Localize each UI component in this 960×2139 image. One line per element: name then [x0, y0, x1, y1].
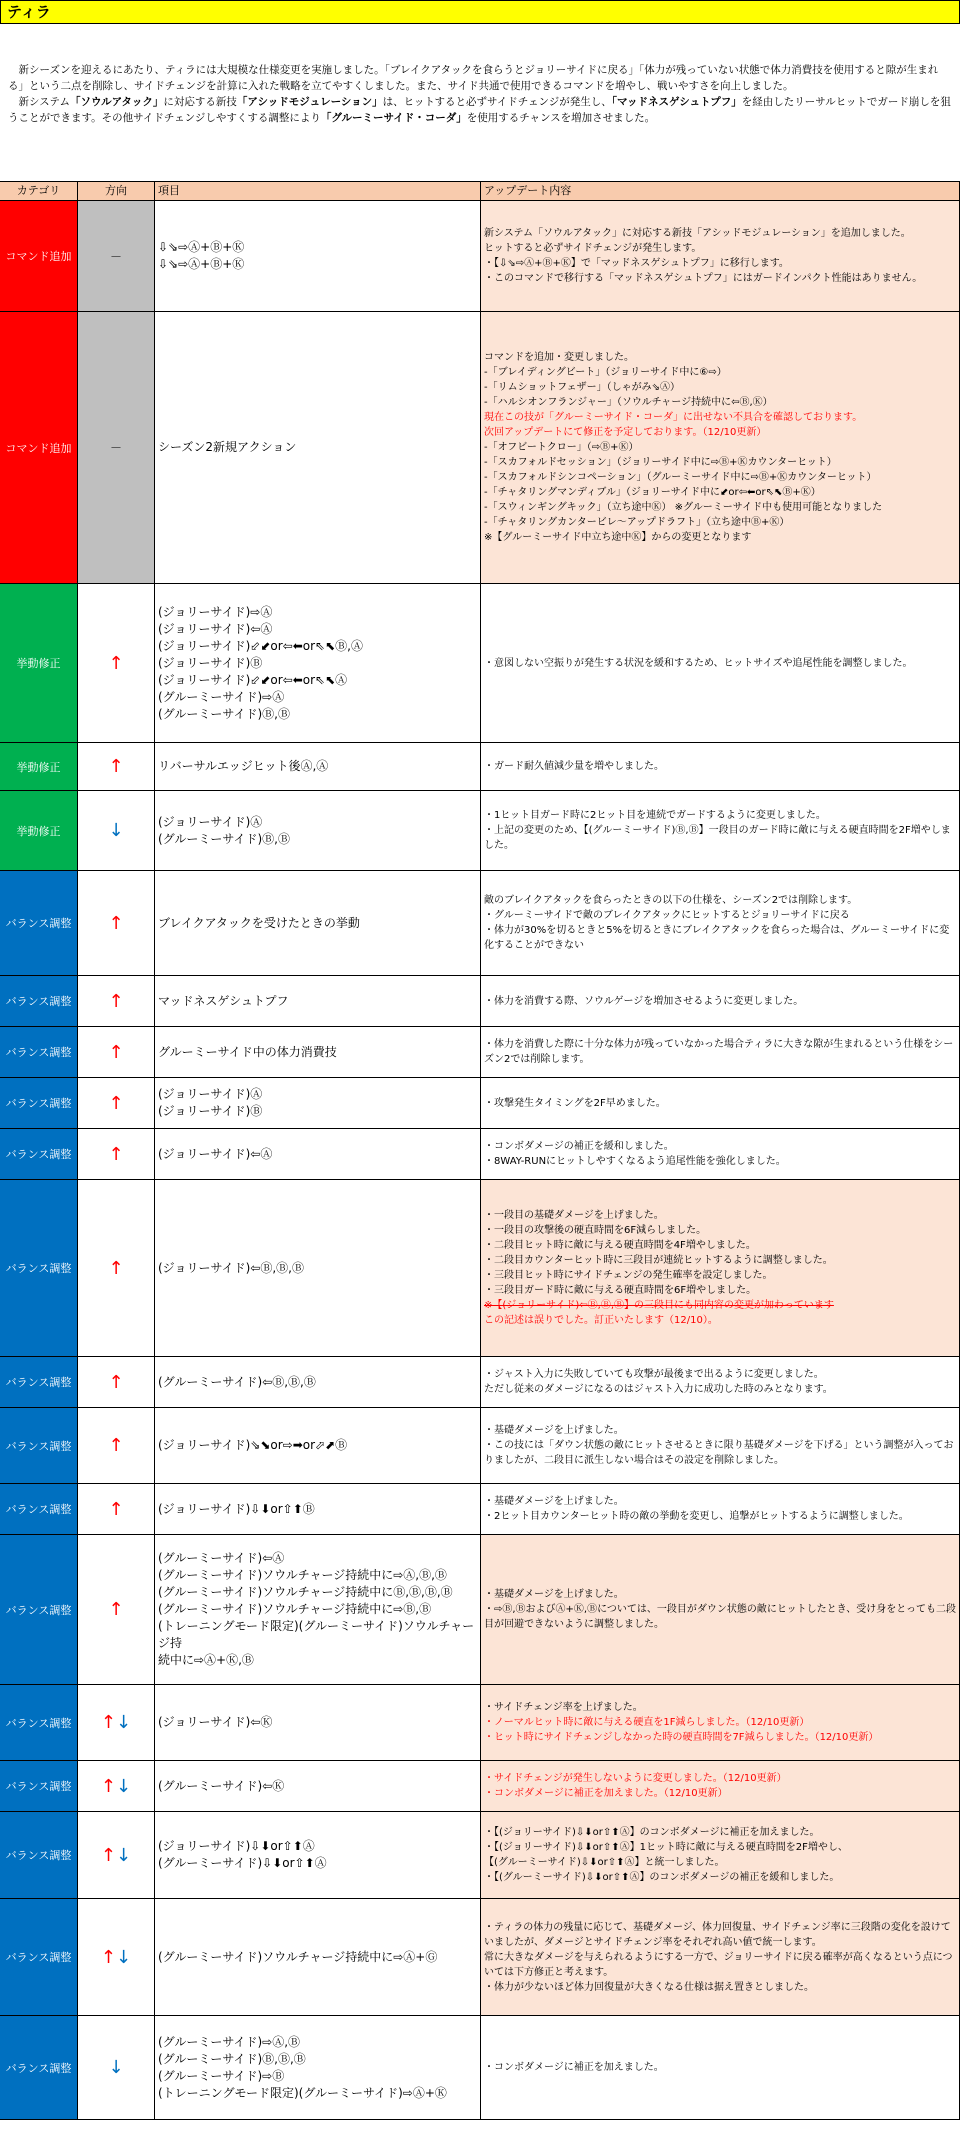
content-cell: [481, 743, 960, 790]
item-cell: [155, 201, 481, 311]
category-cell: バランス調整: [0, 2016, 78, 2119]
content-line: ・【⇩⇘⇨Ⓐ+Ⓑ+Ⓚ】で「マッドネスゲシュトプフ」に移行します。: [484, 258, 789, 269]
item-line: (グルーミーサイド)⇦Ⓐ: [158, 1551, 285, 1565]
item-line: (ジョリーサイド)⇩⬇or⇧⬆Ⓐ: [158, 1839, 315, 1853]
table-row: [0, 1180, 960, 1357]
content-line: ・ティラの体力の残量に応じて、基礎ダメージ、体力回復量、サイドチェンジ率に三段階の変化を設けていましたが、ダメージとサイドチェンジ率をそれぞれ高い値で統一します。: [484, 1921, 951, 1948]
item-line: (グルーミーサイド)Ⓑ,Ⓑ,Ⓑ: [158, 2051, 306, 2066]
direction-cell: ↑: [78, 1408, 155, 1483]
content-cell: [481, 1899, 960, 2015]
category-cell: バランス調整: [0, 871, 78, 975]
content-cell: [481, 1484, 960, 1534]
category-cell: バランス調整: [0, 1408, 78, 1483]
direction-cell: ↑: [78, 1484, 155, 1534]
item-line: ブレイクアタックを受けたときの挙動: [158, 915, 360, 930]
content-cell: [481, 584, 960, 742]
content-line: ・【(グルーミーサイド)⇩⬇or⇧⬆Ⓐ】のコンボダメージの補正を緩和しました。: [484, 1872, 840, 1883]
content-line: ・8WAY-RUNにヒットしやすくなるよう追尾性能を強化しました。: [484, 1156, 786, 1167]
item-line: (グルーミーサイド)⇦Ⓑ,Ⓑ,Ⓑ: [158, 1374, 316, 1389]
item-cell: [155, 584, 481, 742]
item-line: 続中に⇨Ⓐ+Ⓚ,Ⓑ: [158, 1653, 254, 1667]
item-line: (ジョリーサイド)⇦Ⓐ: [158, 621, 273, 636]
category-cell: コマンド追加: [0, 201, 78, 311]
category-cell: バランス調整: [0, 976, 78, 1026]
item-line: (ジョリーサイド)⇩⬇or⇧⬆Ⓑ: [158, 1501, 315, 1516]
content-line: ・意図しない空振りが発生する状況を緩和するため、ヒットサイズや追尾性能を調整しました。: [484, 657, 913, 669]
item-line: (ジョリーサイド)Ⓐ: [158, 1087, 263, 1101]
category-cell: バランス調整: [0, 1357, 78, 1407]
content-cell: [481, 1535, 960, 1684]
item-line: (グルーミーサイド)⇨Ⓐ,Ⓑ: [158, 2034, 301, 2049]
item-line: (グルーミーサイド)ソウルチャージ持続中に⇨Ⓐ,Ⓑ,Ⓑ: [158, 1568, 447, 1582]
header-item: 項目: [155, 182, 481, 200]
item-line: (グルーミーサイド)Ⓑ,Ⓑ: [158, 831, 290, 846]
item-line: (ジョリーサイド)⬃⬋or⇦⬅or⇖⬉Ⓐ: [158, 672, 348, 687]
intro-text: [0, 24, 960, 181]
page-title: ティラ: [0, 0, 960, 24]
category-cell: バランス調整: [0, 1484, 78, 1534]
content-cell: [481, 201, 960, 311]
table-row: [0, 743, 960, 791]
content-line: 常に大きなダメージを与えられるようにする一方で、ジョリーサイドに戻る確率が高くなるという点については下方修正と考えます。: [484, 1951, 953, 1978]
content-line: ・このコマンドで移行する「マッドネスゲシュトプフ」にはガードインパクト性能はありません。: [484, 273, 923, 284]
content-line: ・コンボダメージに補正を加えました。: [484, 2062, 664, 2073]
content-line: ・【(ジョリーサイド)⇩⬇or⇧⬆Ⓐ】1ヒット時に敵に与える硬直時間を2F増やし、: [484, 1842, 848, 1853]
content-line: ・ガード耐久値減少量を増やしました。: [484, 761, 664, 772]
intro-paragraph-1: 新シーズンを迎えるにあたり、ティラには大規模な仕様変更を実施しました。「ブレイクアタックを食らうとジョリーサイドに戻る」「体力が残っていない状態で体力消費技を使用すると隙が生まれる」という二点を削除し、サイドチェンジを計算に入れた戦略を立てやすくしました。また、サイド共通で使用できるコマンドを増やし、戦いやすさを向上しました。: [8, 64, 939, 92]
direction-cell: ↓: [78, 2016, 155, 2119]
item-line: (グルーミーサイド)ソウルチャージ持続中に⇨Ⓑ,Ⓑ: [158, 1602, 432, 1616]
item-cell: [155, 976, 481, 1026]
content-cell: [481, 1685, 960, 1760]
item-line: (グルーミーサイド)ソウルチャージ持続中に⇨Ⓐ+Ⓖ: [158, 1949, 438, 1964]
item-cell: [155, 1357, 481, 1407]
content-line: ・サイドチェンジ率を上げました。: [484, 1702, 643, 1713]
category-cell: コマンド追加: [0, 312, 78, 583]
table-row: [0, 1408, 960, 1484]
direction-cell: ↑: [78, 1129, 155, 1179]
content-line: -「スカフォルドセッション」（ジョリーサイド中に⇨Ⓑ+Ⓚカウンターヒット）: [484, 457, 837, 468]
content-line: 【(グルーミーサイド)⇩⬇or⇧⬆Ⓐ】と統一しました。: [484, 1857, 725, 1868]
content-line: ・グルーミーサイドで敵のブレイクアタックにヒットするとジョリーサイドに戻る: [484, 910, 850, 921]
content-cell: [481, 1078, 960, 1128]
table-row: [0, 1899, 960, 2016]
table-row: [0, 1129, 960, 1180]
content-line: 敵のブレイクアタックを食らったときの以下の仕様を、シーズン2では削除します。: [484, 895, 858, 906]
category-cell: バランス調整: [0, 1685, 78, 1760]
item-line: ⇩⇘⇨Ⓐ+Ⓑ+Ⓚ: [158, 240, 245, 254]
content-line: 新システム「ソウルアタック」に対応する新技「アシッドモジュレーション」を追加しました。: [484, 228, 911, 239]
item-line: (ジョリーサイド)⇦Ⓑ,Ⓑ,Ⓑ: [158, 1260, 304, 1275]
item-line: (グルーミーサイド)Ⓑ,Ⓑ: [158, 706, 290, 721]
item-line: (ジョリーサイド)⇦Ⓚ: [158, 1715, 273, 1729]
item-line: (ジョリーサイド)⬃⬋or⇦⬅or⇖⬉Ⓑ,Ⓐ: [158, 638, 363, 653]
category-cell: バランス調整: [0, 1899, 78, 2015]
table-row: [0, 1027, 960, 1078]
item-cell: [155, 1899, 481, 2015]
content-cell: [481, 1129, 960, 1179]
content-cell: [481, 976, 960, 1026]
content-line: ・攻撃発生タイミングを2F早めました。: [484, 1097, 666, 1109]
table-row: [0, 1812, 960, 1899]
content-line: ・コンボダメージに補正を加えました。（12/10更新）: [484, 1788, 728, 1799]
item-cell: [155, 1078, 481, 1128]
header-content: アップデート内容: [481, 182, 960, 200]
content-line: ・⇨Ⓑ,ⒷおよびⒶ+Ⓚ,Ⓑについては、一段目がダウン状態の敵にヒットしたとき、受け身をとっても二段目が回避できないように調整しました。: [484, 1604, 957, 1630]
item-line: (ジョリーサイド)Ⓐ: [158, 814, 263, 829]
category-cell: 挙動修正: [0, 791, 78, 870]
direction-cell: ↑: [78, 584, 155, 742]
item-cell: [155, 1180, 481, 1356]
content-line: ・コンボダメージの補正を緩和しました。: [484, 1141, 674, 1152]
item-cell: [155, 1129, 481, 1179]
category-cell: 挙動修正: [0, 743, 78, 790]
table-row: [0, 1078, 960, 1129]
item-line: (トレーニングモード限定)(グルーミーサイド)ソウルチャージ持: [158, 1619, 475, 1650]
content-line: ただし従来のダメージになるのはジャスト入力に成功した時のみとなります。: [484, 1384, 833, 1395]
item-line: リバーサルエッジヒット後Ⓐ,Ⓐ: [158, 759, 329, 773]
item-cell: [155, 1027, 481, 1077]
content-cell: [481, 2016, 960, 2119]
direction-cell: ↑: [78, 743, 155, 790]
content-line: ・上記の変更のため、【(グルーミーサイド)Ⓑ,Ⓑ】一段目のガード時に敵に与える硬直時間を2F増やしました。: [484, 825, 951, 851]
content-line: ・二段目カウンターヒット時に三段目が連続ヒットするように調整しました。: [484, 1255, 833, 1266]
item-line: グルーミーサイド中の体力消費技: [158, 1044, 337, 1059]
item-cell: [155, 1408, 481, 1483]
item-line: (トレーニングモード限定)(グルーミーサイド)⇨Ⓐ+Ⓚ: [158, 2085, 447, 2100]
item-cell: [155, 1812, 481, 1898]
content-cell: [481, 312, 960, 583]
content-line: ・一段目の基礎ダメージを上げました。: [484, 1210, 664, 1221]
content-line: -「ハルシオンフランジャー」（ソウルチャージ持続中に⇦Ⓑ,Ⓚ）: [484, 397, 773, 408]
header-category: カテゴリ: [0, 182, 78, 200]
item-cell: [155, 1761, 481, 1811]
item-line: (ジョリーサイド)⇘⬊or⇨➡or⬀⬈Ⓑ: [158, 1438, 348, 1452]
category-cell: バランス調整: [0, 1027, 78, 1077]
item-line: (グルーミーサイド)ソウルチャージ持続中にⒷ,Ⓑ,Ⓑ,Ⓑ: [158, 1585, 453, 1599]
item-cell: [155, 791, 481, 870]
content-cell: [481, 1812, 960, 1898]
content-line: ・体力が30%を切るときと5%を切るときにブレイクアタックを食らった場合は、グルーミーサイドに変化することができない: [484, 925, 950, 951]
direction-cell: ↑ ↓: [78, 1685, 155, 1760]
table-row: [0, 312, 960, 584]
content-line: ・サイドチェンジが発生しないように変更しました。（12/10更新）: [484, 1773, 787, 1784]
content-line: ・基礎ダメージを上げました。: [484, 1589, 624, 1600]
category-cell: バランス調整: [0, 1812, 78, 1898]
content-line: ・【(ジョリーサイド)⇩⬇or⇧⬆Ⓐ】のコンボダメージに補正を加えました。: [484, 1827, 820, 1838]
content-line: ・ヒット時にサイドチェンジしなかった時の硬直時間を7F減らしました。（12/10更新）: [484, 1732, 879, 1743]
content-line: -「チャタリングカンタービレ～アップドラフト」（立ち途中Ⓑ+Ⓚ）: [484, 517, 790, 528]
table-row: [0, 1535, 960, 1685]
content-line: -「スウィンギングキック」（立ち途中Ⓚ） ※グルーミーサイド中も使用可能となりました: [484, 502, 883, 513]
content-line: ※【グルーミーサイド中立ち途中Ⓚ】からの変更となります: [484, 532, 752, 543]
item-line: (ジョリーサイド)⇨Ⓐ: [158, 604, 273, 619]
content-cell: [481, 1408, 960, 1483]
item-line: ⇩⇘⇨Ⓐ+Ⓑ+Ⓚ: [158, 257, 245, 271]
table-row: [0, 791, 960, 871]
item-cell: [155, 743, 481, 790]
update-table: [0, 201, 960, 2120]
content-line: 現在この技が「グルーミーサイド・コーダ」に出せない不具合を確認しております。: [484, 412, 863, 423]
item-line: (グルーミーサイド)⇨Ⓐ: [158, 689, 285, 704]
direction-cell: ↑: [78, 976, 155, 1026]
table-row: [0, 1761, 960, 1812]
content-line: -「スカフォルドシンコペーション」（グルーミーサイド中に⇨Ⓑ+Ⓚカウンターヒット）: [484, 472, 877, 483]
content-cell: [481, 1180, 960, 1356]
content-line: ・体力を消費した際に十分な体力が残っていなかった場合ティラに大きな隙が生まれるという仕様をシーズン2では削除します。: [484, 1039, 954, 1065]
table-row: [0, 1357, 960, 1408]
item-line: シーズン2新規アクション: [158, 440, 297, 454]
category-cell: バランス調整: [0, 1129, 78, 1179]
table-row: [0, 1484, 960, 1535]
table-row: [0, 976, 960, 1027]
header-direction: 方向: [78, 182, 155, 200]
direction-cell: ↑ ↓: [78, 1812, 155, 1898]
content-line: ・2ヒット目カウンターヒット時の敵の挙動を変更し、追撃がヒットするように調整しました。: [484, 1511, 909, 1522]
content-cell: [481, 871, 960, 975]
table-row: [0, 584, 960, 743]
item-cell: [155, 2016, 481, 2119]
content-cell: [481, 1761, 960, 1811]
table-row: [0, 871, 960, 976]
item-line: (グルーミーサイド)⇨Ⓑ: [158, 2068, 285, 2083]
item-cell: [155, 1484, 481, 1534]
category-cell: バランス調整: [0, 1180, 78, 1356]
content-line: ・1ヒット目ガード時に2ヒット目を連続でガードするように変更しました。: [484, 810, 826, 821]
direction-cell: ↑: [78, 871, 155, 975]
content-line: 次回アップデートにて修正を予定しております。（12/10更新）: [484, 427, 767, 438]
direction-cell: ↓: [78, 791, 155, 870]
direction-cell: －: [78, 201, 155, 311]
table-header: [0, 181, 960, 201]
content-line: -「リムショットフェザー」（しゃがみ⇘Ⓐ）: [484, 382, 680, 393]
content-line: ・体力を消費する際、ソウルゲージを増加させるように変更しました。: [484, 995, 804, 1007]
direction-cell: ↑: [78, 1357, 155, 1407]
content-line: ・この技には「ダウン状態の敵にヒットさせるときに限り基礎ダメージを下げる」という調整が入っておりましたが、二段目に派生しない場合はその設定を削除しました。: [484, 1440, 954, 1466]
category-cell: バランス調整: [0, 1761, 78, 1811]
item-line: (ジョリーサイド)⇦Ⓐ: [158, 1146, 273, 1161]
content-line: ・ノーマルヒット時に敵に与える硬直を1F減らしました。（12/10更新）: [484, 1717, 810, 1728]
direction-cell: ↑: [78, 1027, 155, 1077]
item-line: (ジョリーサイド)Ⓑ: [158, 1104, 263, 1118]
content-line: ・体力が少ないほど体力回復量が大きくなる仕様は据え置きとしました。: [484, 1981, 814, 1993]
content-line: この記述は誤りでした。訂正いたします（12/10）。: [484, 1315, 718, 1326]
intro-paragraph-2: 新システム「ソウルアタック」に対応する新技「アシッドモジュレーション」は、ヒットすると必ずサイドチェンジが発生し、「マッドネスゲシュトプフ」を経由したリーサルヒットでガード崩しを狙うことができます。その他サイドチェンジしやすくする調整により「グルーミーサイド・コーダ」を使用するチャンスを増加させました。: [8, 96, 951, 124]
category-cell: バランス調整: [0, 1078, 78, 1128]
content-line: コマンドを追加・変更しました。: [484, 352, 634, 363]
item-line: マッドネスゲシュトプフ: [158, 993, 289, 1008]
content-line: -「チャタリングマンディブル」（ジョリーサイド中に⬋or⇦⬅or⇖⬉Ⓑ+Ⓚ）: [484, 487, 821, 498]
content-line: ・二段目ヒット時に敵に与える硬直時間を4F増やしました。: [484, 1240, 756, 1251]
content-line: ・三段目ヒット時にサイドチェンジの発生確率を設定しました。: [484, 1270, 773, 1281]
content-line: ※【(ジョリーサイド)⇦Ⓑ,Ⓑ,Ⓑ】の三段目にも同内容の変更が加わっています: [484, 1300, 834, 1311]
content-line: ・基礎ダメージを上げました。: [484, 1496, 624, 1507]
category-cell: バランス調整: [0, 1535, 78, 1684]
item-line: (グルーミーサイド)⇦Ⓚ: [158, 1778, 285, 1793]
item-cell: [155, 312, 481, 583]
content-line: -「オフビートクロー」（⇨Ⓑ+Ⓚ）: [484, 442, 639, 453]
item-cell: [155, 1685, 481, 1760]
item-cell: [155, 871, 481, 975]
direction-cell: ↑: [78, 1078, 155, 1128]
item-line: (ジョリーサイド)Ⓑ: [158, 655, 263, 670]
direction-cell: ↑: [78, 1180, 155, 1356]
content-line: ・基礎ダメージを上げました。: [484, 1425, 624, 1436]
item-cell: [155, 1535, 481, 1684]
table-row: [0, 201, 960, 312]
table-row: [0, 2016, 960, 2120]
content-cell: [481, 791, 960, 870]
category-cell: 挙動修正: [0, 584, 78, 742]
item-line: (グルーミーサイド)⇩⬇or⇧⬆Ⓐ: [158, 1856, 327, 1870]
direction-cell: ↑ ↓: [78, 1899, 155, 2015]
content-line: ヒットすると必ずサイドチェンジが発生します。: [484, 243, 702, 254]
content-cell: [481, 1357, 960, 1407]
content-line: ・三段目ガード時に敵に与える硬直時間を6F増やしました。: [484, 1285, 757, 1296]
direction-cell: －: [78, 312, 155, 583]
table-row: [0, 1685, 960, 1761]
content-line: -「ブレイディングビート」（ジョリーサイド中に⑥⇨）: [484, 367, 727, 378]
content-cell: [481, 1027, 960, 1077]
direction-cell: ↑: [78, 1535, 155, 1684]
direction-cell: ↑ ↓: [78, 1761, 155, 1811]
content-line: ・一段目の攻撃後の硬直時間を6F減らしました。: [484, 1225, 707, 1236]
content-line: ・ジャスト入力に失敗していても攻撃が最後まで出るように変更しました。: [484, 1369, 824, 1380]
